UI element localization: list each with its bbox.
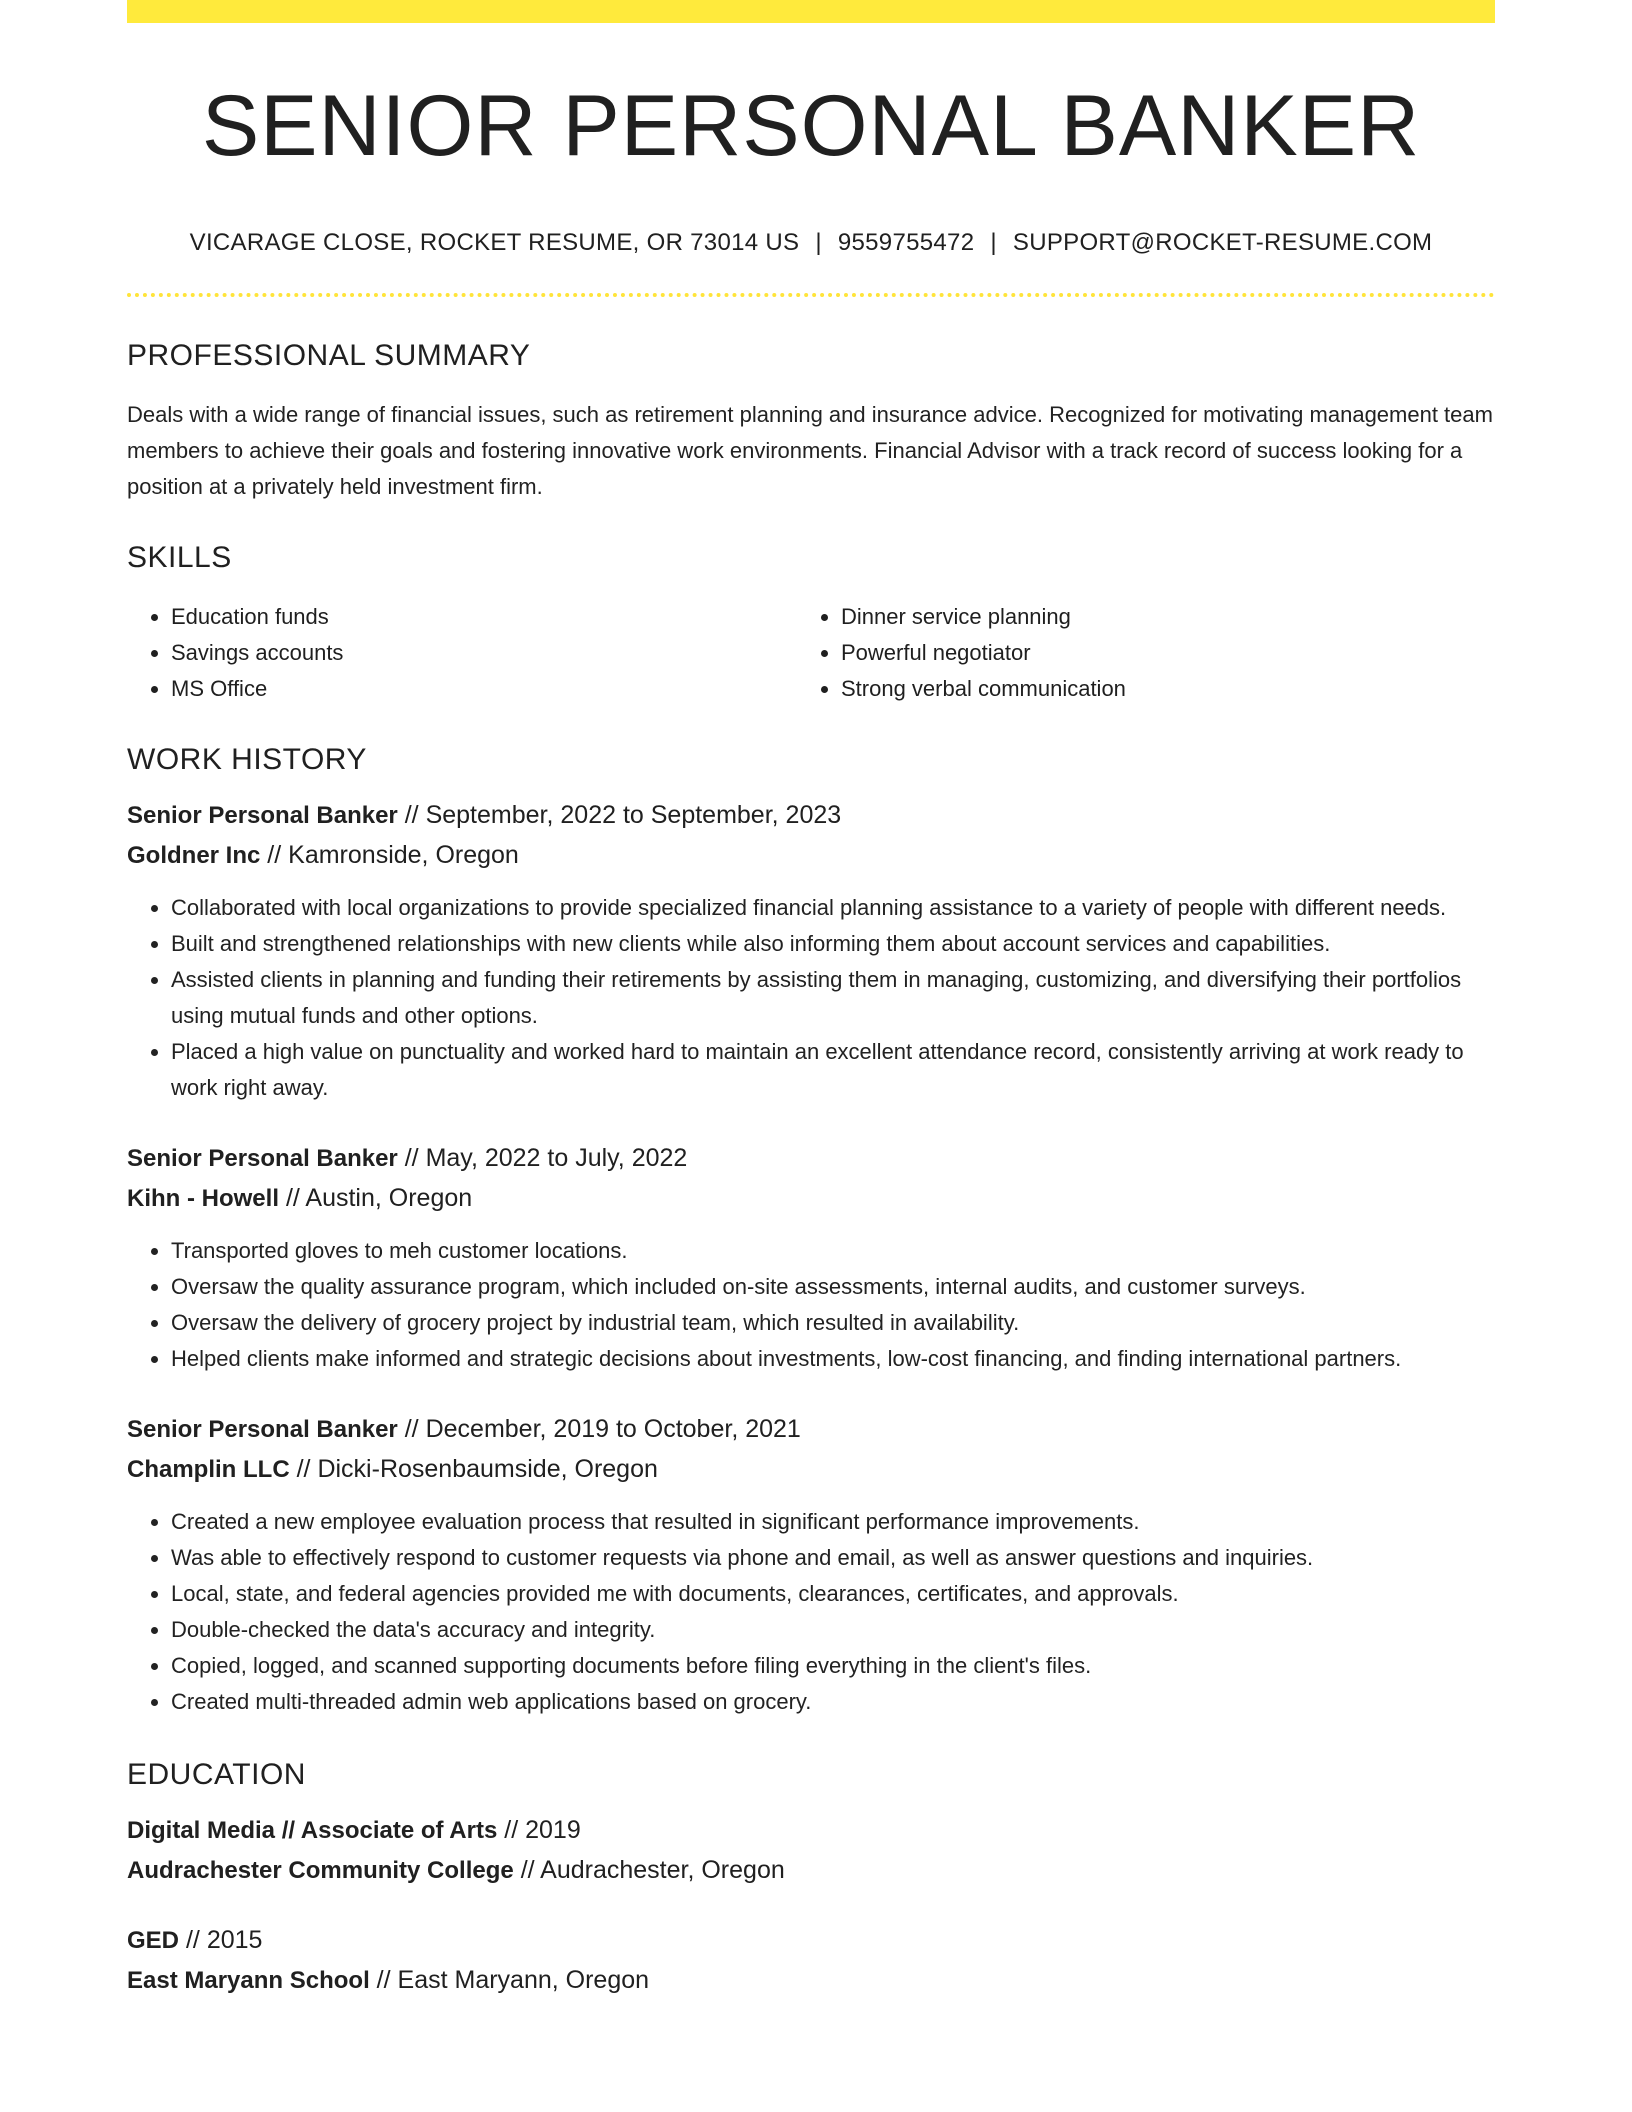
- contact-separator: |: [815, 229, 822, 256]
- contact-separator: |: [990, 229, 997, 256]
- skill-item: • Education funds: [171, 599, 801, 635]
- education-school: Audrachester Community College: [127, 1857, 514, 1884]
- education-entry: [127, 1928, 1495, 1993]
- job-company: Champlin LLC: [127, 1456, 290, 1483]
- contact-email: SUPPORT@ROCKET-RESUME.COM: [1012, 229, 1433, 256]
- job-company-line: [127, 843, 1495, 868]
- education-heading: EDUCATION: [127, 1758, 306, 1791]
- education-year: 2015: [206, 1926, 263, 1954]
- job-separator: //: [397, 1415, 426, 1443]
- job-bullet: • Was able to effectively respond to customer requests via phone and email, as well as answer questions and inquiries.: [171, 1540, 1495, 1576]
- job-dates: May, 2022 to July, 2022: [425, 1144, 688, 1172]
- job-bullet: • Placed a high value on punctuality and worked hard to maintain an excellent attendance record, consistently arriving at work ready to work right away.: [171, 1034, 1495, 1106]
- job-entry: [127, 1146, 1495, 1377]
- job-bullet: • Transported gloves to meh customer locations.: [171, 1233, 1495, 1269]
- candidate-title: SENIOR PERSONAL BANKER: [201, 78, 1421, 174]
- education-separator: //: [513, 1856, 541, 1884]
- job-role: Senior Personal Banker: [127, 802, 398, 829]
- education-location: Audrachester, Oregon: [540, 1856, 785, 1884]
- job-entry: [127, 803, 1495, 1106]
- job-title-line: [127, 803, 1495, 828]
- job-location: Austin, Oregon: [305, 1184, 473, 1212]
- education-entry: [127, 1818, 1495, 1883]
- job-bullet: • Created multi-threaded admin web applications based on grocery.: [171, 1684, 1495, 1720]
- job-separator: //: [397, 1144, 426, 1172]
- resume-content: [127, 0, 1495, 1993]
- education-separator: //: [369, 1966, 398, 1994]
- job-bullet: • Oversaw the delivery of grocery project by industrial team, which resulted in availability.: [171, 1305, 1495, 1341]
- accent-top-bar: [127, 0, 1495, 23]
- job-bullets: [127, 1504, 1495, 1720]
- job-bullets: [127, 1233, 1495, 1377]
- education-school: East Maryann School: [127, 1967, 370, 1994]
- job-bullet: • Assisted clients in planning and funding their retirements by assisting them in managing, customizing, and diversifying their portfolios using mutual funds and other options.: [171, 962, 1495, 1034]
- job-bullet: • Local, state, and federal agencies provided me with documents, clearances, certificates, and approvals.: [171, 1576, 1495, 1612]
- education-degree-line: [127, 1818, 1495, 1843]
- job-role: Senior Personal Banker: [127, 1416, 398, 1443]
- dotted-divider: [127, 293, 1495, 297]
- job-separator: //: [289, 1455, 318, 1483]
- contact-phone: 9559755472: [837, 229, 975, 256]
- education-location: East Maryann, Oregon: [397, 1966, 650, 1994]
- job-separator: //: [279, 1184, 306, 1212]
- education-separator: //: [497, 1816, 526, 1844]
- job-role: Senior Personal Banker: [127, 1145, 398, 1172]
- education-degree-line: [127, 1928, 1495, 1953]
- job-company: Kihn - Howell: [127, 1185, 279, 1212]
- job-separator: //: [260, 841, 289, 869]
- job-bullet: • Collaborated with local organizations to provide specialized financial planning assistance to a variety of people with different needs.: [171, 890, 1495, 926]
- education-school-line: [127, 1968, 1495, 1993]
- job-location: Dicki-Rosenbaumside, Oregon: [317, 1455, 658, 1483]
- job-company: Goldner Inc: [127, 842, 261, 869]
- job-entry: [127, 1417, 1495, 1720]
- education-degree: GED: [127, 1927, 180, 1954]
- job-dates: September, 2022 to September, 2023: [425, 801, 842, 829]
- contact-address: VICARAGE CLOSE, ROCKET RESUME, OR 73014 US: [189, 229, 800, 256]
- job-bullet: • Copied, logged, and scanned supporting documents before filing everything in the client's files.: [171, 1648, 1495, 1684]
- job-title-line: [127, 1146, 1495, 1171]
- job-bullet: • Oversaw the quality assurance program, which included on-site assessments, internal audits, and customer surveys.: [171, 1269, 1495, 1305]
- skill-item: • Strong verbal communication: [841, 671, 1471, 707]
- skill-item: • MS Office: [171, 671, 801, 707]
- education-degree: Digital Media // Associate of Arts: [127, 1817, 498, 1844]
- skills-list: [127, 599, 1495, 707]
- work-history-heading: WORK HISTORY: [127, 743, 367, 776]
- job-company-line: [127, 1186, 1495, 1211]
- education-separator: //: [179, 1926, 207, 1954]
- job-bullets: [127, 890, 1495, 1106]
- job-bullet: • Double-checked the data's accuracy and integrity.: [171, 1612, 1495, 1648]
- education-school-line: [127, 1858, 1495, 1883]
- job-bullet: • Created a new employee evaluation process that resulted in significant performance improvements.: [171, 1504, 1495, 1540]
- job-dates: December, 2019 to October, 2021: [425, 1415, 801, 1443]
- skill-item: • Savings accounts: [171, 635, 801, 671]
- summary-text: Deals with a wide range of financial issues, such as retirement planning and insurance advice. Recognized for motivating management team members to achieve their goals and fostering innovative work environments. Financial Advisor with a track record of success looking for a position at a privately held investment firm.: [127, 402, 1493, 499]
- contact-line: [127, 231, 1495, 255]
- skill-item: • Powerful negotiator: [841, 635, 1471, 671]
- skills-column-left: [127, 599, 801, 707]
- job-title-line: [127, 1417, 1495, 1442]
- job-separator: //: [397, 801, 426, 829]
- skill-item: • Dinner service planning: [841, 599, 1471, 635]
- job-company-line: [127, 1457, 1495, 1482]
- skills-heading: SKILLS: [127, 541, 232, 574]
- summary-heading: PROFESSIONAL SUMMARY: [127, 339, 531, 372]
- education-year: 2019: [525, 1816, 581, 1844]
- job-location: Kamronside, Oregon: [288, 841, 519, 869]
- skills-column-right: [801, 599, 1471, 707]
- job-bullet: • Helped clients make informed and strategic decisions about investments, low-cost financing, and finding international partners.: [171, 1341, 1495, 1377]
- job-bullet: • Built and strengthened relationships with new clients while also informing them about account services and capabilities.: [171, 926, 1495, 962]
